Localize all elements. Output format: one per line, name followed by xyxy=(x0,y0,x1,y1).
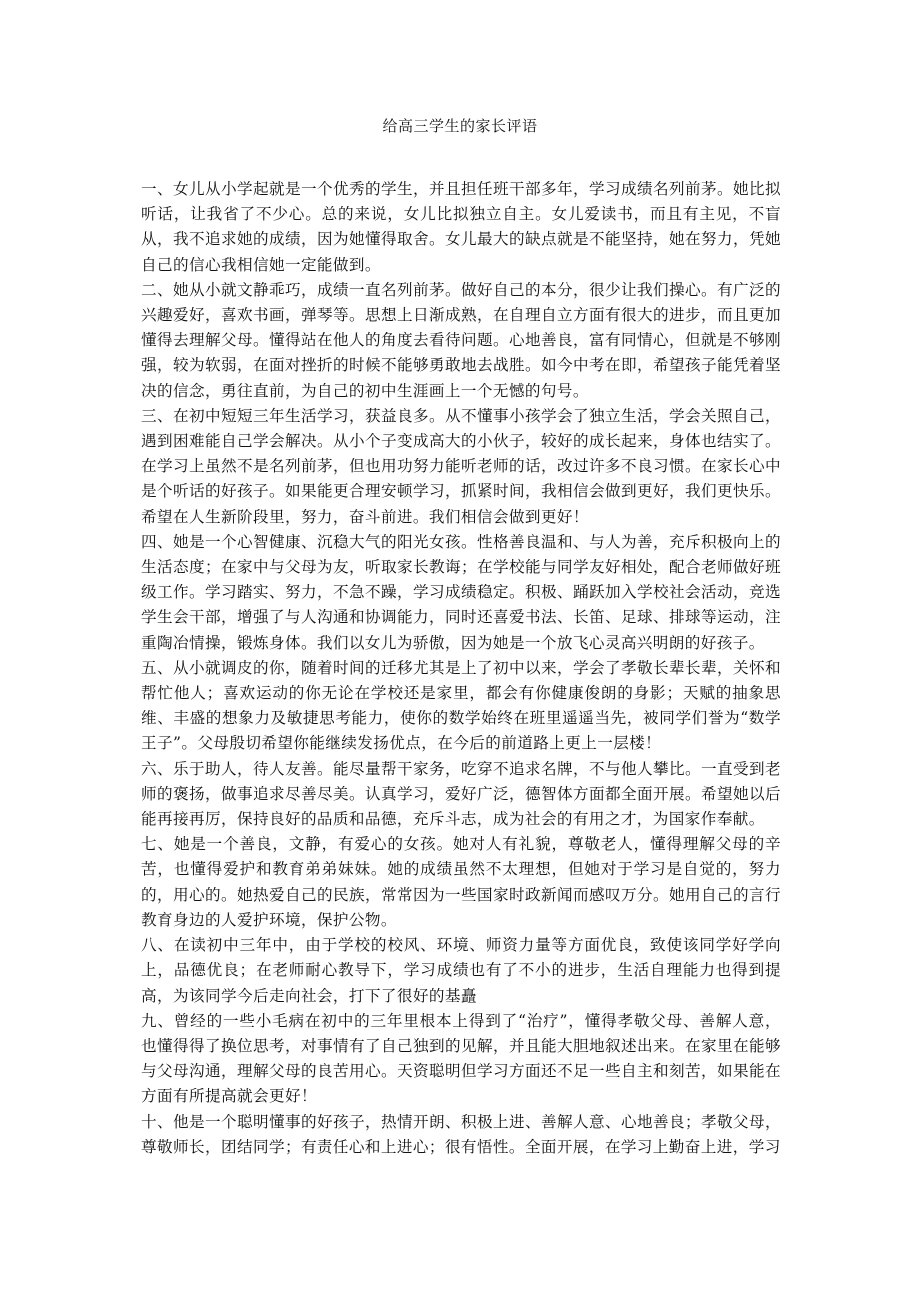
paragraph-3: 三、在初中短短三年生活学习，获益良多。从不懂事小孩学会了独立生活，学会关照自己，遇到困难能自己学会解决。从小个子变成高大的小伙子，较好的成长起来，身体也结实了。在学习上虽然不是名列前茅，但也用功努力能听老师的话，改过许多不良习惯。在家长心中是个听话的好孩子。如果能更合理安顿学习，抓紧时间，我相信会做到更好，我们更快乐。希望在人生新阶段里，努力，奋斗前进。我们相信会做到更好！ xyxy=(141,406,781,526)
paragraph-8: 八、在读初中三年中，由于学校的校风、环境、师资力量等方面优良，致使该同学好学向上，品德优良；在老师耐心教导下，学习成绩也有了不小的进步，生活自理能力也得到提高，为该同学今后走向社会，打下了很好的基矗 xyxy=(141,936,781,1005)
document-body xyxy=(141,177,781,1160)
paragraph-7: 七、她是一个善良，文静，有爱心的女孩。她对人有礼貌，尊敬老人，懂得理解父母的辛苦，也懂得爱护和教育弟弟妹妹。她的成绩虽然不太理想，但她对于学习是自觉的，努力的，用心的。她热爱自己的民族，常常因为一些国家时政新闻而感叹万分。她用自己的言行教育身边的人爱护环境，保护公物。 xyxy=(141,835,781,929)
paragraph-9: 九、曾经的一些小毛病在初中的三年里根本上得到了“治疗”，懂得孝敬父母、善解人意，也懂得得了换位思考，对事情有了自己独到的见解，并且能大胆地叙述出来。在家里在能够与父母沟通，理解父母的良苦用心。天资聪明但学习方面还不足一些自主和刻苦，如果能在方面有所提高就会更好！ xyxy=(141,1011,781,1106)
paragraph-10: 十、他是一个聪明懂事的好孩子，热情开朗、积极上进、善解人意、心地善良；孝敬父母，尊敬师长，团结同学；有责任心和上进心；很有悟性。全面开展，在学习上勤奋上进，学习 xyxy=(141,1112,781,1156)
document-title: 给高三学生的家长评语 xyxy=(382,117,538,135)
paragraph-5: 五、从小就调皮的你，随着时间的迁移尤其是上了初中以来，学会了孝敬长辈长辈，关怀和帮忙他人；喜欢运动的你无论在学校还是家里，都会有你健康俊朗的身影；天赋的抽象思维、丰盛的想象力及敏捷思考能力，使你的数学始终在班里遥遥当先，被同学们誉为“数学王子”。父母殷切希望你能继续发扬优点，在今后的前道路上更上一层楼！ xyxy=(141,658,781,753)
paragraph-1: 一、女儿从小学起就是一个优秀的学生，并且担任班干部多年，学习成绩名列前茅。她比拟听话，让我省了不少心。总的来说，女儿比拟独立自主。女儿爱读书，而且有主见，不盲从，我不追求她的成绩，因为她懂得取舍。女儿最大的缺点就是不能坚持，她在努力，凭她自己的信心我相信她一定能做到。 xyxy=(141,180,781,274)
paragraph-2: 二、她从小就文静乖巧，成绩一直名列前茅。做好自己的本分，很少让我们操心。有广泛的兴趣爱好，喜欢书画，弹琴等。思想上日渐成熟，在自理自立方面有很大的进步，而且更加懂得去理解父母。懂得站在他人的角度去看待问题。心地善良，富有同情心，但就是不够刚强，较为软弱，在面对挫折的时候不能够勇敢地去战胜。如今中考在即，希望孩子能凭着坚决的信念，勇往直前，为自己的初中生涯画上一个无憾的句号。 xyxy=(141,280,781,400)
paragraph-6: 六、乐于助人，待人友善。能尽量帮干家务，吃穿不追求名牌，不与他人攀比。一直受到老师的褒扬，做事追求尽善尽美。认真学习，爱好广泛，德智体方面都全面开展。希望她以后能再接再厉，保持良好的品质和品德，充斥斗志，成为社会的有用之才，为国家作奉献。 xyxy=(141,759,781,829)
paragraph-4: 四、她是一个心智健康、沉稳大气的阳光女孩。性格善良温和、与人为善，充斥积极向上的生活态度；在家中与父母为友，听取家长教诲；在学校能与同学友好相处，配合老师做好班级工作。学习踏实、努力，不急不躁，学习成绩稳定。积极、踊跃加入学校社会活动，竞选学生会干部，增强了与人沟通和协调能力，同时还喜爱书法、长笛、足球、排球等运动，注重陶冶情操，锻炼身体。我们以女儿为骄傲，因为她是一个放飞心灵高兴明朗的好孩子。 xyxy=(141,532,781,652)
